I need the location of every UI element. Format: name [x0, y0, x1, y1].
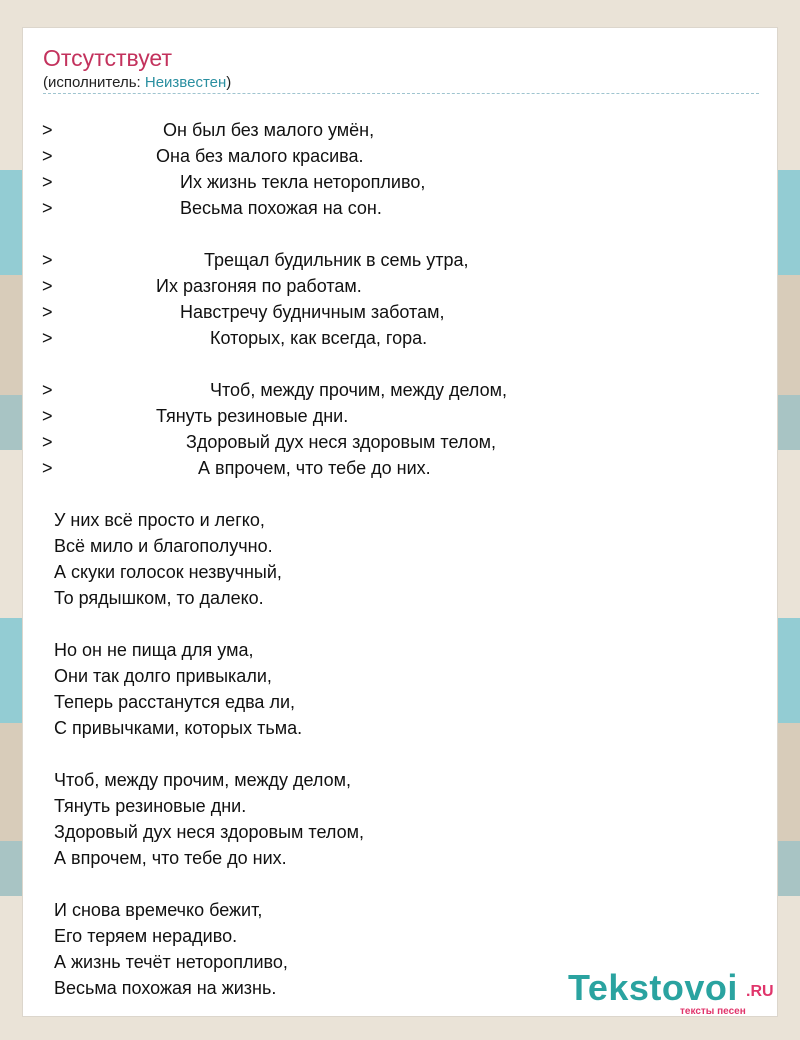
lyric-line: У них всё просто и легко, — [54, 510, 265, 530]
lyric-line: И снова времечко бежит, — [54, 900, 263, 920]
lyric-line: Весьма похожая на сон. — [180, 198, 382, 218]
lyric-line: Здоровый дух неся здоровым телом, — [186, 432, 496, 452]
site-logo[interactable] — [568, 968, 778, 1018]
lyric-line: Она без малого красива. — [156, 146, 364, 166]
lyric-marker: > — [42, 120, 53, 140]
lyric-line: Всё мило и благополучно. — [54, 536, 273, 556]
lyric-marker: > — [42, 380, 53, 400]
lyric-marker: > — [42, 406, 53, 426]
artist-link[interactable]: Неизвестен — [144, 74, 227, 91]
lyrics-body — [23, 28, 779, 1018]
performer-close: ) — [226, 74, 232, 91]
lyric-line: Их разгоняя по работам. — [156, 276, 362, 296]
lyric-line: Чтоб, между прочим, между делом, — [210, 380, 508, 400]
lyric-line: Здоровый дух неся здоровым телом, — [54, 822, 364, 842]
lyric-marker: > — [42, 198, 53, 218]
lyric-line: Навстречу будничным заботам, — [180, 302, 445, 322]
lyric-line: А скуки голосок незвучный, — [54, 562, 282, 582]
lyric-line: Тянуть резиновые дни. — [156, 406, 349, 426]
song-title: Отсутствует — [43, 45, 172, 71]
lyric-marker: > — [42, 250, 53, 270]
logo-name: Tekstovoi — [568, 967, 738, 1008]
lyric-line: Они так долго привыкали, — [54, 666, 272, 686]
lyric-line: А впрочем, что тебе до них. — [198, 458, 431, 478]
lyric-marker: > — [42, 302, 53, 322]
performer-label: (исполнитель: — [43, 74, 145, 91]
logo-tld: .RU — [746, 983, 774, 1000]
lyric-marker: > — [42, 328, 53, 348]
lyric-line: Их жизнь текла неторопливо, — [180, 172, 426, 192]
lyric-line: С привычками, которых тьма. — [54, 718, 303, 738]
lyric-marker: > — [42, 458, 53, 478]
lyric-line: Он был без малого умён, — [163, 120, 375, 140]
lyric-marker: > — [42, 276, 53, 296]
lyric-line: Но он не пища для ума, — [54, 640, 254, 660]
lyrics-card — [22, 27, 778, 1017]
lyric-line: То рядышком, то далеко. — [54, 588, 264, 608]
lyric-line: Тянуть резиновые дни. — [54, 796, 247, 816]
lyric-line: А впрочем, что тебе до них. — [54, 848, 287, 868]
lyric-marker: > — [42, 146, 53, 166]
lyric-line: Его теряем нерадиво. — [54, 926, 238, 946]
lyric-line: Которых, как всегда, гора. — [210, 328, 428, 348]
lyric-line: Чтоб, между прочим, между делом, — [54, 770, 352, 790]
lyric-line: Теперь расстанутся едва ли, — [54, 692, 295, 712]
lyric-marker: > — [42, 432, 53, 452]
lyric-marker: > — [42, 172, 53, 192]
logo-tagline: тексты песен — [680, 1006, 746, 1017]
lyric-line: Трещал будильник в семь утра, — [204, 250, 469, 270]
lyric-line: А жизнь течёт неторопливо, — [54, 952, 288, 972]
lyric-line: Весьма похожая на жизнь. — [54, 978, 277, 998]
